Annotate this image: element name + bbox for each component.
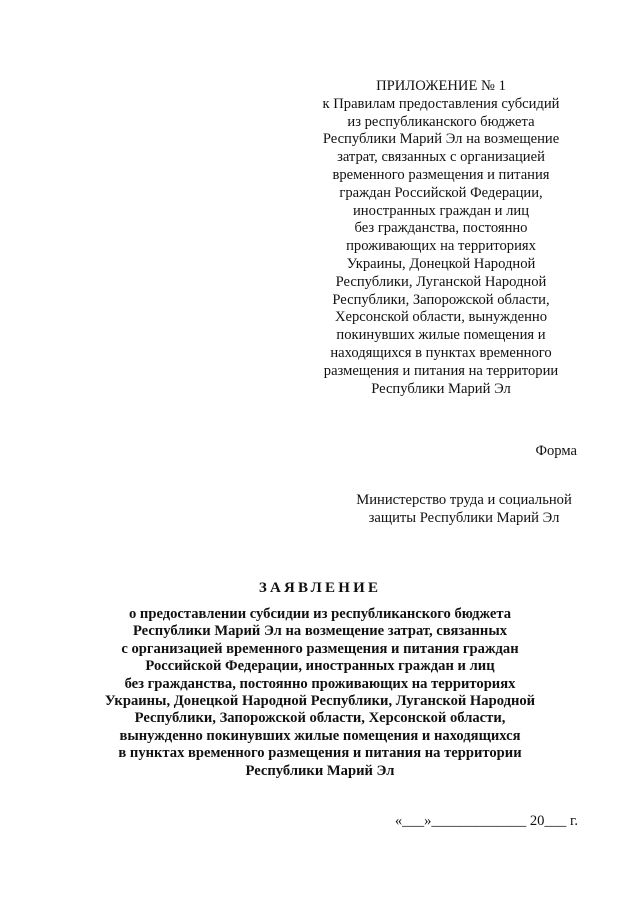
subtitle-line: о предоставлении субсидии из республиканского бюджета bbox=[128, 606, 512, 622]
appendix-line: размещения и питания на территории bbox=[323, 362, 559, 379]
subtitle-line: Российской Федерации, иностранных граждан и лиц bbox=[145, 658, 495, 675]
appendix-line: ПРИЛОЖЕНИЕ № 1 bbox=[376, 78, 506, 94]
subtitle-line: Республики Марий Эл на возмещение затрат, связанных bbox=[132, 623, 508, 640]
appendix-line: Украины, Донецкой Народной bbox=[346, 255, 536, 272]
appendix-line: Республики, Запорожской области, bbox=[332, 291, 550, 308]
appendix-line: Херсонской области, вынужденно bbox=[334, 309, 548, 326]
appendix-line: к Правилам предоставления субсидий bbox=[322, 95, 560, 112]
appendix-line: из республиканского бюджета bbox=[347, 113, 535, 130]
appendix-line: Республики Марий Эл bbox=[371, 380, 511, 397]
subtitle-line: в пунктах временного размещения и питания на территории bbox=[118, 745, 522, 762]
appendix-line: покинувших жилые помещения и bbox=[336, 327, 546, 344]
appendix-line: граждан Российской Федерации, bbox=[339, 184, 543, 201]
subtitle-line: Республики Марий Эл bbox=[245, 762, 395, 779]
addressee-block bbox=[346, 491, 582, 527]
document-subtitle bbox=[40, 606, 600, 780]
subtitle-line: Украины, Донецкой Народной Республики, Луганской Народной bbox=[104, 693, 536, 710]
appendix-line: без гражданства, постоянно bbox=[354, 220, 528, 237]
addressee-line: защиты Республики Марий Эл bbox=[368, 510, 560, 526]
subtitle-line: с организацией временного размещения и питания граждан bbox=[121, 640, 519, 657]
form-label: Форма bbox=[535, 443, 577, 459]
date-line: «___»_____________ 20___ г. bbox=[394, 813, 578, 829]
appendix-header bbox=[300, 78, 582, 398]
document-title: ЗАЯВЛЕНИЕ bbox=[258, 580, 382, 596]
subtitle-line: Республики, Запорожской области, Херсонской области, bbox=[134, 710, 506, 727]
appendix-line: находящихся в пунктах временного bbox=[330, 344, 552, 361]
subtitle-line: вынужденно покинувших жилые помещения и находящихся bbox=[119, 727, 521, 744]
appendix-line: затрат, связанных с организацией bbox=[337, 149, 545, 166]
appendix-line: иностранных граждан и лиц bbox=[352, 202, 530, 219]
appendix-line: проживающих на территориях bbox=[346, 238, 536, 255]
appendix-line: Республики, Луганской Народной bbox=[335, 273, 547, 290]
addressee-line: Министерство труда и социальной bbox=[356, 492, 572, 508]
appendix-line: временного размещения и питания bbox=[332, 166, 550, 183]
subtitle-line: без гражданства, постоянно проживающих на территориях bbox=[124, 675, 516, 692]
appendix-line: Республики Марий Эл на возмещение bbox=[322, 131, 560, 148]
